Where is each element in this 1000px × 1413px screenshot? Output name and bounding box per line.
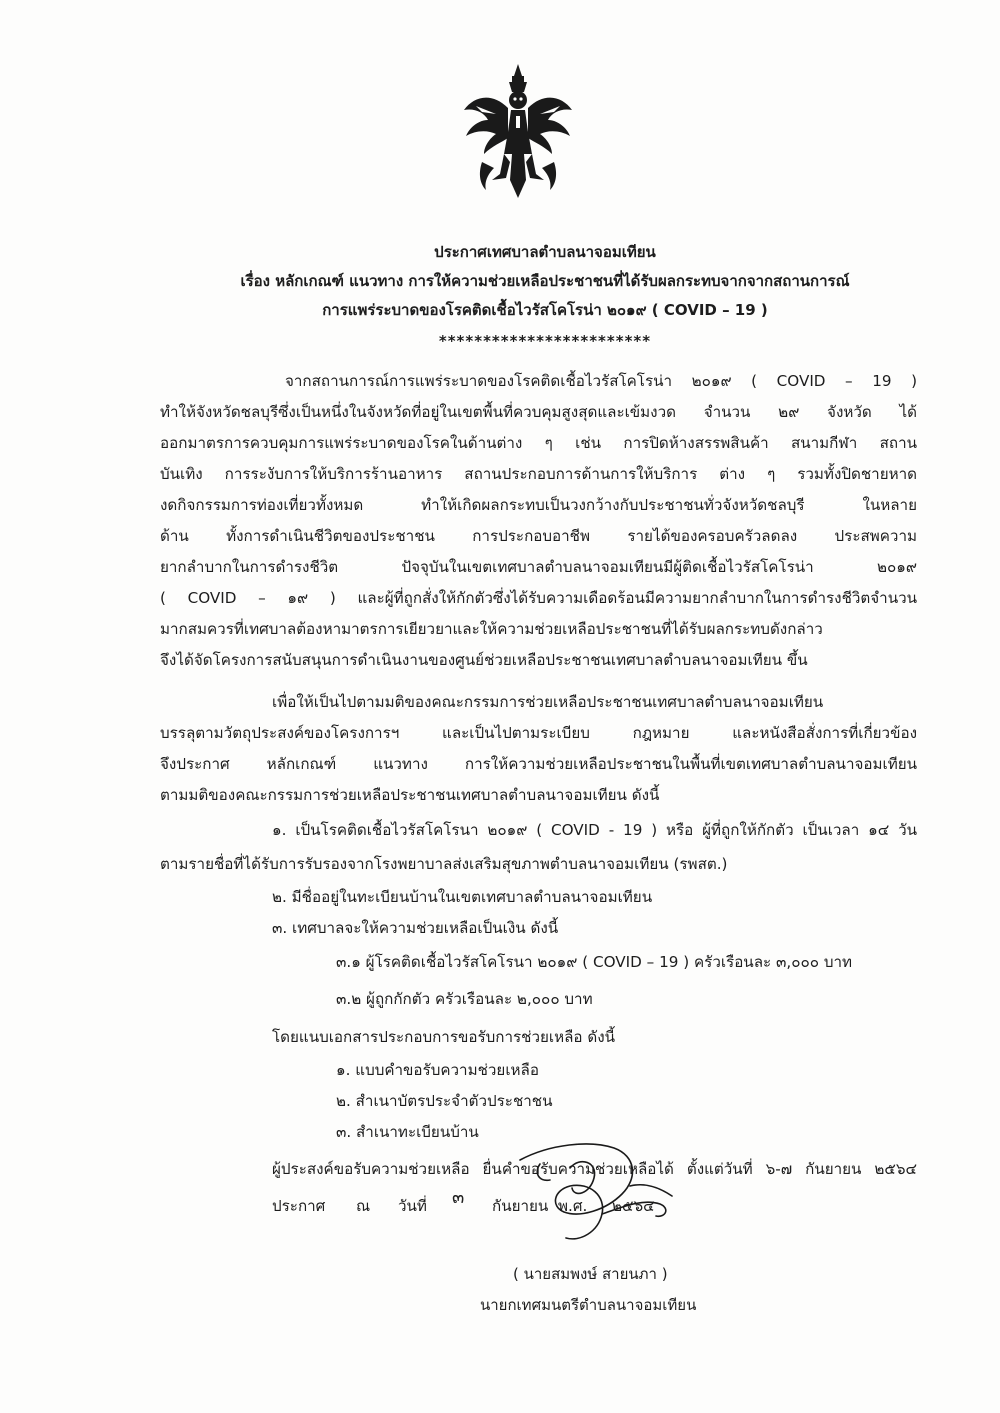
announce-prefix: ประกาศ — [272, 1197, 326, 1215]
para2-line: บรรลุตามวัตถุประสงค์ของโครงการฯ และเป็นไปตามระเบียบ กฎหมาย และหนังสือสั่งการที่เกี่ยวข้อง — [160, 724, 917, 742]
criteria-item-3: ๓. เทศบาลจะให้ความช่วยเหลือเป็นเงิน ดังนี้ — [272, 919, 559, 937]
criteria-item-3-1: ๓.๑ ผู้โรคติดเชื้อไวรัสโคโรนา ๒๐๑๙ ( COVID – 19 ) ครัวเรือนละ ๓,๐๐๐ บาท — [336, 953, 853, 971]
documents-intro: โดยแนบเอกสารประกอบการขอรับการช่วยเหลือ ดังนี้ — [272, 1028, 616, 1046]
para1-line: ออกมาตรการควบคุมการแพร่ระบาดของโรคในด้านต่าง ๆ เช่น การปิดห้างสรรพสินค้า สนามกีฬา สถาน — [160, 434, 917, 452]
criteria-item-1-cont: ตามรายชื่อที่ได้รับการรับรองจากโรงพยาบาลส่งเสริมสุขภาพตำบลนาจอมเทียน (รพสต.) — [160, 855, 728, 873]
document-item: ๓. สำเนาทะเบียนบ้าน — [336, 1123, 479, 1141]
signer-name: ( นายสมพงษ์ สายนภา ) — [513, 1265, 668, 1283]
criteria-item-1: ๑. เป็นโรคติดเชื้อไวรัสโคโรนา ๒๐๑๙ ( COVID - 19 ) หรือ ผู้ที่ถูกให้กักตัว เป็นเวลา ๑๔ วัน — [272, 821, 917, 839]
para1-line: ด้าน ทั้งการดำเนินชีวิตของประชาชน การประกอบอาชีพ รายได้ของครอบครัวลดลง ประสพความ — [160, 527, 917, 545]
title-line-1: ประกาศเทศบาลตำบลนาจอมเทียน — [434, 243, 656, 261]
para1-line: มากสมควรที่เทศบาลต้องหามาตรการเยียวยาและให้ความช่วยเหลือประชาชนที่ได้รับผลกระทบดังกล่าว — [160, 620, 823, 638]
announce-at: ณ — [356, 1197, 371, 1215]
announce-year: ๒๕๖๔ — [612, 1197, 655, 1215]
para1-line: ( COVID – ๑๙ ) และผู้ที่ถูกสั่งให้กักตัวซึ่งได้รับความเดือดร้อนมีความยากลำบากในการดำรงชีวิตจำนวน — [160, 589, 917, 607]
announce-era: พ.ศ. — [558, 1197, 588, 1215]
para2-line: จึงประกาศ หลักเกณฑ์ แนวทาง การให้ความช่วยเหลือประชาชนในพื้นที่เขตเทศบาลตำบลนาจอมเทียน — [160, 755, 917, 773]
criteria-item-3-2: ๓.๒ ผู้ถูกกักตัว ครัวเรือนละ ๒,๐๐๐ บาท — [336, 990, 593, 1008]
announce-day-label: วันที่ — [398, 1197, 427, 1215]
signature-icon — [510, 1138, 680, 1248]
title-line-2: เรื่อง หลักเกณฑ์ แนวทาง การให้ความช่วยเหลือประชาชนที่ได้รับผลกระทบจากจากสถานการณ์ — [240, 272, 850, 290]
announce-month: กันยายน — [492, 1197, 549, 1215]
para1-line: ทำให้จังหวัดชลบุรีซึ่งเป็นหนึ่งในจังหวัดที่อยู่ในเขตพื้นที่ควบคุมสูงสุดและเข้มงวด จำนวน ๒๙ จังหวัด ได้ — [160, 403, 917, 421]
para2-line: เพื่อให้เป็นไปตามมติของคณะกรรมการช่วยเหลือประชาชนเทศบาลตำบลนาจอมเทียน — [272, 693, 824, 711]
para1-line: จึงได้จัดโครงการสนับสนุนการดำเนินงานของศูนย์ช่วยเหลือประชาชนเทศบาลตำบลนาจอมเทียน ขึ้น — [160, 651, 808, 669]
para1-line: บันเทิง การระงับการให้บริการร้านอาหาร สถานประกอบการด้านการให้บริการ ต่าง ๆ รวมทั้งปิดชายหาด — [160, 465, 917, 483]
application-period: ผู้ประสงค์ขอรับความช่วยเหลือ ยื่นคำขอรับความช่วยเหลือได้ ตั้งแต่วันที่ ๖-๗ กันยายน ๒๕๖๔ — [272, 1160, 917, 1178]
garuda-emblem-icon — [462, 62, 574, 202]
title-separator: ************************ — [438, 332, 652, 350]
handwritten-day: ๓ — [452, 1187, 465, 1208]
document-item: ๑. แบบคำขอรับความช่วยเหลือ — [336, 1061, 539, 1079]
criteria-item-2: ๒. มีชื่ออยู่ในทะเบียนบ้านในเขตเทศบาลตำบลนาจอมเทียน — [272, 888, 653, 906]
document-title — [150, 238, 940, 356]
para1-line: ยากลำบากในการดำรงชีวิต ปัจจุบันในเขตเทศบาลตำบลนาจอมเทียนมีผู้ติดเชื้อไวรัสโคโรน่า ๒๐๑๙ — [160, 558, 917, 576]
para1-line: งดกิจกรรมการท่องเที่ยวทั้งหมด ทำให้เกิดผลกระทบเป็นวงกว้างกับประชาชนทั่วจังหวัดชลบุรี ในหลาย — [160, 496, 917, 514]
para2-line: ตามมติของคณะกรรมการช่วยเหลือประชาชนเทศบาลตำบลนาจอมเทียน ดังนี้ — [160, 786, 660, 804]
title-line-3: การแพร่ระบาดของโรคติดเชื้อไวรัสโคโรน่า ๒๐๑๙ ( COVID – 19 ) — [322, 301, 768, 319]
para1-line: จากสถานการณ์การแพร่ระบาดของโรคติดเชื้อไวรัสโคโรน่า ๒๐๑๙ ( COVID – 19 ) — [285, 372, 917, 390]
signer-position: นายกเทศมนตรีตำบลนาจอมเทียน — [480, 1296, 697, 1314]
document-item: ๒. สำเนาบัตรประจำตัวประชาชน — [336, 1092, 553, 1110]
